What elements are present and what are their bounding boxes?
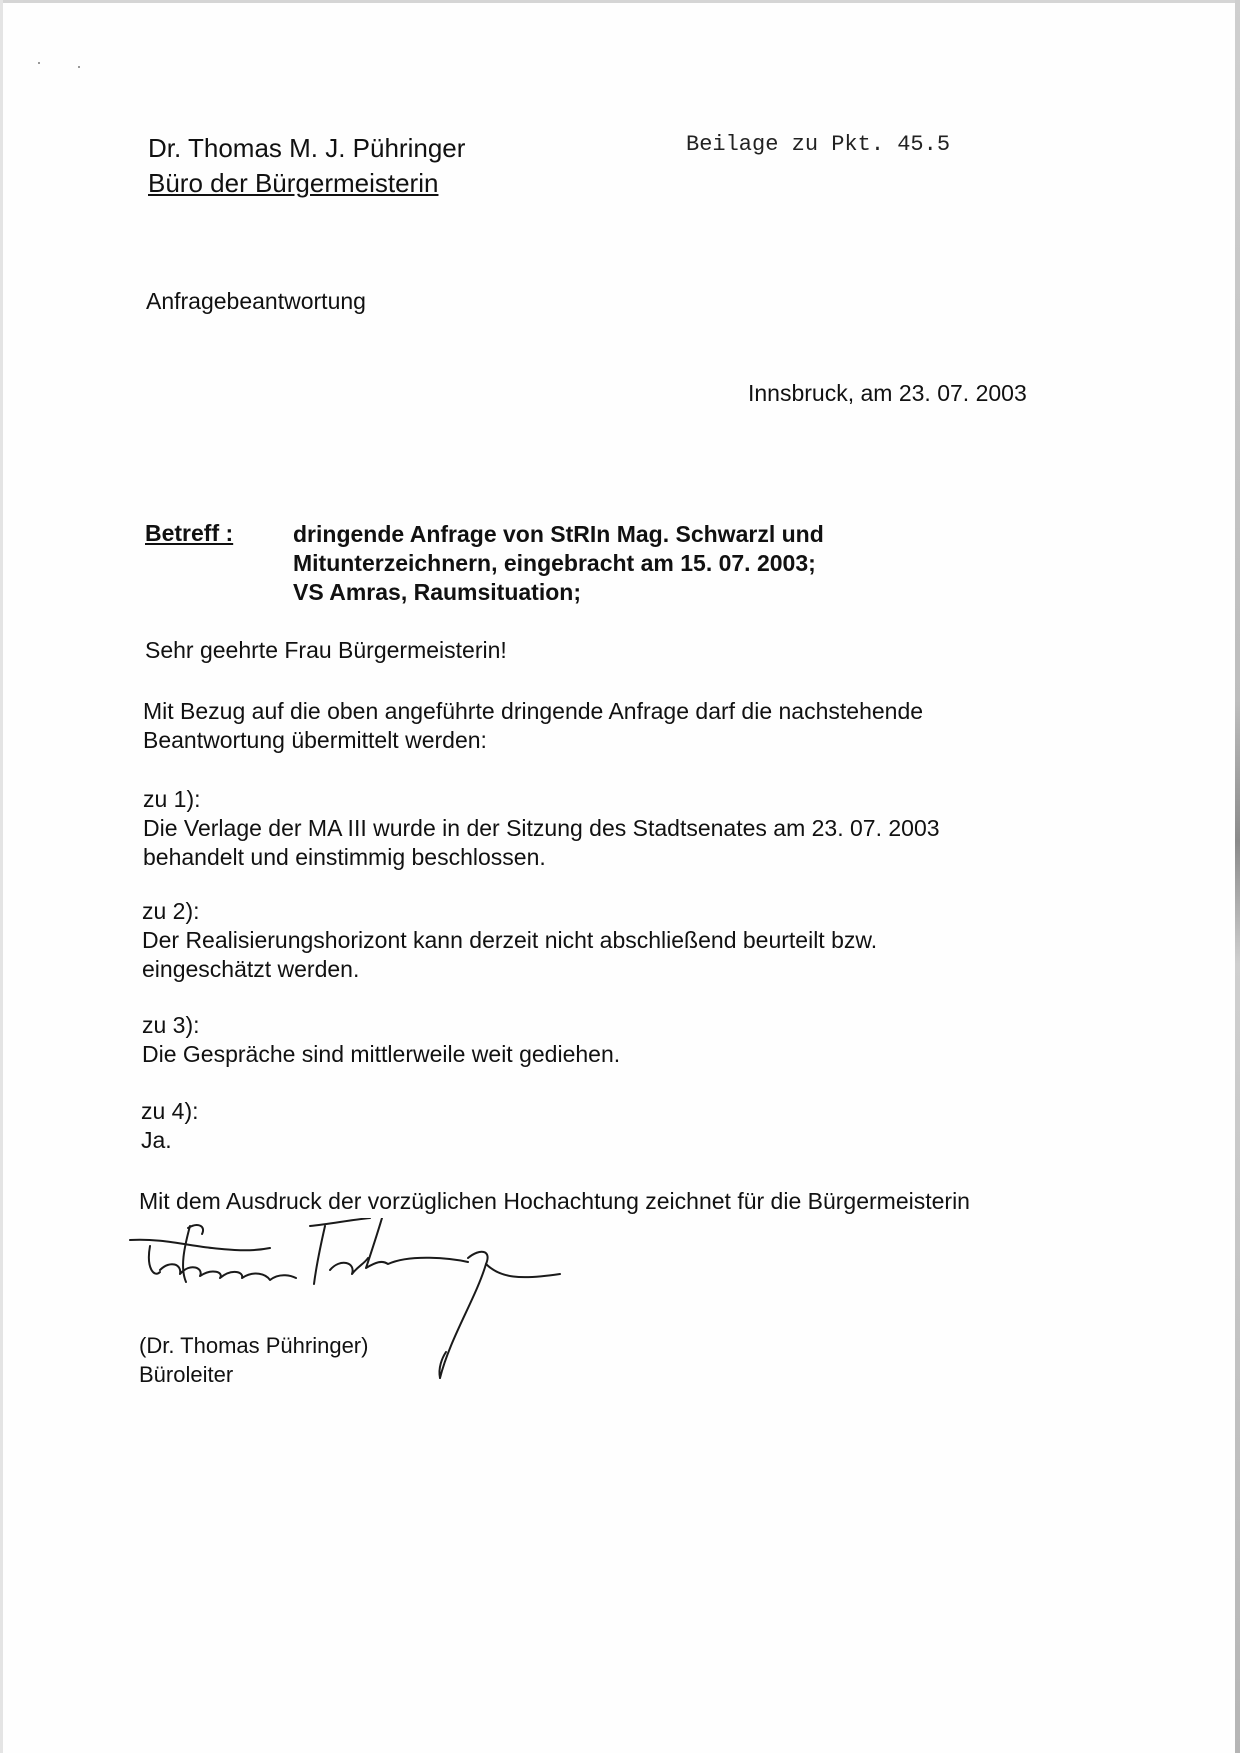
intro-paragraph <box>143 697 923 755</box>
answer-4 <box>141 1097 199 1155</box>
sender-name: Dr. Thomas M. J. Pühringer <box>148 133 466 163</box>
answer-heading: zu 3): <box>142 1012 200 1038</box>
intro-line: Mit Bezug auf die oben angeführte dringende Anfrage darf die nachstehende <box>143 698 924 724</box>
intro-line: Beantwortung übermittelt werden: <box>143 727 487 753</box>
answer-2 <box>142 897 877 984</box>
subject-line: VS Amras, Raumsituation; <box>293 579 581 605</box>
scan-edge-right <box>1235 0 1240 1753</box>
answer-1 <box>143 785 940 872</box>
salutation: Sehr geehrte Frau Bürgermeisterin! <box>145 637 507 663</box>
subject-text <box>293 520 824 607</box>
document-type: Anfragebeantwortung <box>146 288 366 314</box>
scan-edge-left <box>0 0 3 1753</box>
answer-line: eingeschätzt werden. <box>142 956 360 982</box>
closing-formula: Mit dem Ausdruck der vorzüglichen Hochachtung zeichnet für die Bürgermeisterin <box>139 1188 970 1214</box>
scan-speck <box>78 66 80 68</box>
answer-line: Die Gespräche sind mittlerweile weit gediehen. <box>142 1041 621 1067</box>
scan-edge-top <box>0 0 1240 3</box>
answer-3 <box>142 1011 620 1069</box>
signatory-name: (Dr. Thomas Pühringer) <box>139 1333 369 1358</box>
subject-line: Mitunterzeichnern, eingebracht am 15. 07. 2003; <box>293 550 816 576</box>
answer-heading: zu 4): <box>141 1098 199 1124</box>
signatory-title: Büroleiter <box>139 1362 234 1387</box>
answer-line: Der Realisierungshorizont kann derzeit nicht abschließend beurteilt bzw. <box>142 927 878 953</box>
answer-heading: zu 2): <box>142 898 200 924</box>
answer-heading: zu 1): <box>143 786 201 812</box>
answer-line: behandelt und einstimmig beschlossen. <box>143 844 546 870</box>
signatory <box>139 1331 368 1389</box>
answer-line: Ja. <box>141 1127 172 1153</box>
sender-office: Büro der Bürgermeisterin <box>148 168 439 198</box>
scan-speck <box>38 62 40 64</box>
subject-label: Betreff : <box>145 520 234 546</box>
answer-line: Die Verlage der MA III wurde in der Sitzung des Stadtsenates am 23. 07. 2003 <box>143 815 940 841</box>
dateline: Innsbruck, am 23. 07. 2003 <box>748 380 1027 406</box>
subject-line: dringende Anfrage von StRIn Mag. Schwarzl und <box>293 521 824 547</box>
annex-note: Beilage zu Pkt. 45.5 <box>686 132 951 157</box>
